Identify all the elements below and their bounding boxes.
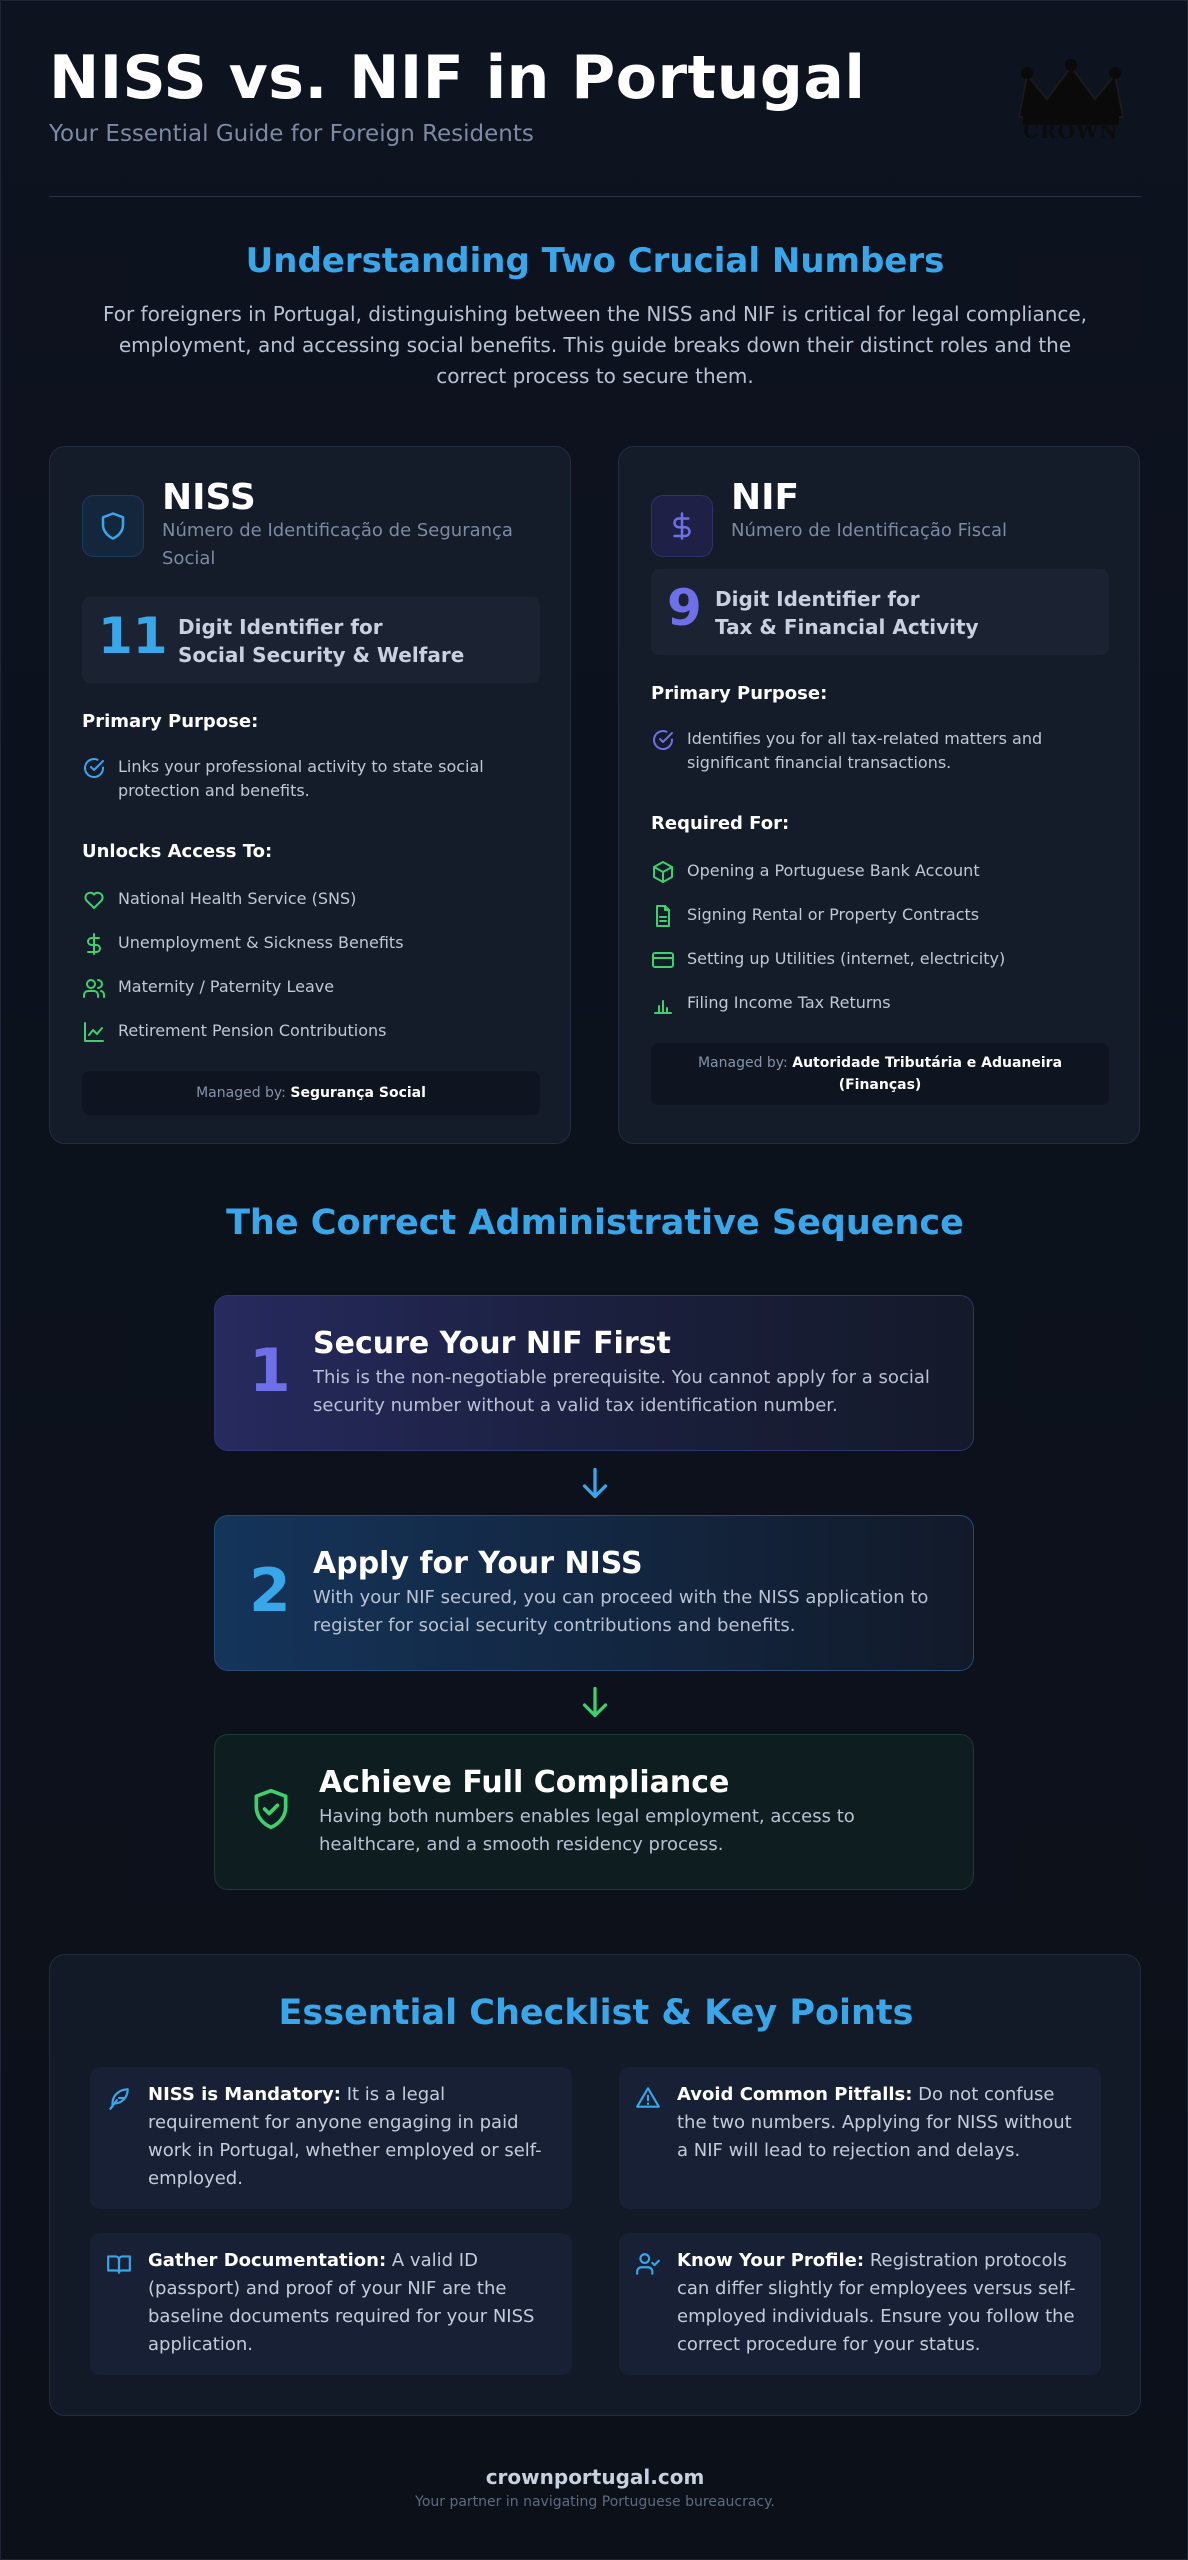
niss-item	[82, 887, 532, 912]
nif-purpose	[651, 727, 1101, 775]
niss-subtitle: Número de Identificação de Segurança Social	[162, 520, 513, 569]
nif-card	[618, 446, 1140, 1144]
niss-purpose-text: Links your professional activity to state social protection and benefits.	[118, 757, 484, 800]
nif-digit-label	[715, 585, 979, 641]
page-subtitle: Your Essential Guide for Foreign Residents	[49, 121, 534, 147]
nif-item-text: Filing Income Tax Returns	[687, 993, 891, 1012]
nif-subtitle: Número de Identificação Fiscal	[731, 520, 1007, 541]
nif-item	[651, 859, 1101, 884]
check-circle-icon	[651, 728, 675, 752]
checklist-item-title: Know Your Profile:	[677, 2250, 865, 2271]
nif-item-text: Signing Rental or Property Contracts	[687, 905, 980, 924]
nif-item-text: Opening a Portuguese Bank Account	[687, 861, 980, 880]
box-icon	[651, 860, 675, 884]
nif-managed-by	[651, 1043, 1109, 1105]
step-description: Having both numbers enables legal employment, access to healthcare, and a smooth residency process.	[319, 1806, 855, 1855]
niss-digit-count: 11	[98, 607, 168, 665]
niss-purpose-label: Primary Purpose:	[82, 711, 259, 732]
arrow-down-icon	[577, 1465, 613, 1501]
footer-website-link[interactable]: crownportugal.com	[485, 2465, 705, 2489]
step-description: With your NIF secured, you can proceed with the NISS application to register for social security contributions and benefits.	[313, 1587, 929, 1636]
step-3-card	[214, 1734, 974, 1890]
step-title: Secure Your NIF First	[313, 1326, 671, 1361]
step-description: This is the non-negotiable prerequisite. You cannot apply for a social security number without a valid tax identification number.	[313, 1367, 930, 1416]
step-number: 2	[249, 1556, 291, 1626]
niss-card	[49, 446, 571, 1144]
checklist-item	[619, 2067, 1101, 2209]
niss-purpose	[82, 755, 532, 803]
dollar-icon	[651, 495, 713, 557]
dollar-icon	[82, 932, 106, 956]
nif-title: NIF	[731, 477, 800, 518]
warning-icon	[635, 2085, 661, 2111]
nif-digit-label-line2: Tax & Financial Activity	[715, 615, 979, 639]
step-1-card	[214, 1295, 974, 1451]
check-circle-icon	[82, 756, 106, 780]
checklist-item-body: Do not confuse the two numbers. Applying for NISS without a NIF will lead to rejection and delays.	[677, 2084, 1072, 2161]
niss-item-text: Retirement Pension Contributions	[118, 1021, 387, 1040]
niss-digit-box	[82, 597, 540, 683]
step-number: 1	[249, 1336, 291, 1406]
sequence-heading: The Correct Administrative Sequence	[226, 1203, 964, 1243]
niss-item-text: Maternity / Paternity Leave	[118, 977, 335, 996]
managed-by-entity: Autoridade Tributária e Aduaneira	[792, 1055, 1063, 1071]
header	[49, 43, 1141, 197]
checklist-item-title: Gather Documentation:	[148, 2250, 387, 2271]
heart-icon	[82, 888, 106, 912]
chart-line-icon	[82, 1020, 106, 1044]
nif-item-text: Setting up Utilities (internet, electricity)	[687, 949, 1006, 968]
intro-heading: Understanding Two Crucial Numbers	[245, 241, 945, 281]
nif-item	[651, 903, 1101, 928]
niss-digit-label-line1: Digit Identifier for	[178, 615, 383, 639]
checklist-item-text	[677, 2081, 1087, 2165]
niss-managed-by	[82, 1071, 540, 1115]
checklist-heading: Essential Checklist & Key Points	[278, 1993, 914, 2033]
checklist-item-text	[677, 2247, 1087, 2359]
nif-digit-label-line1: Digit Identifier for	[715, 587, 920, 611]
credit-card-icon	[651, 948, 675, 972]
checklist-item	[619, 2233, 1101, 2375]
niss-item-text: Unemployment & Sickness Benefits	[118, 933, 404, 952]
nif-digit-count: 9	[667, 579, 702, 637]
footer-tagline: Your partner in navigating Portuguese bureaucracy.	[415, 2494, 775, 2510]
checklist-item-body: It is a legal requirement for anyone engaging in paid work in Portugal, whether employed or self-employed.	[148, 2084, 542, 2189]
nif-purpose-label: Primary Purpose:	[651, 683, 828, 704]
book-icon	[106, 2251, 132, 2277]
checklist-item-text	[148, 2081, 558, 2193]
intro-text: For foreigners in Portugal, distinguishing between the NISS and NIF is critical for legal compliance, employment, and accessing social benefits. This guide breaks down their distinct roles and the correct process to secure them.	[102, 302, 1088, 388]
niss-unlocks-label: Unlocks Access To:	[82, 841, 273, 862]
managed-by-entity-short: (Finanças)	[838, 1077, 922, 1093]
crown-logo-icon	[1009, 55, 1133, 145]
page-title: NISS vs. NIF in Portugal	[49, 43, 866, 113]
managed-by-entity: Segurança Social	[290, 1085, 426, 1101]
niss-item	[82, 1019, 532, 1044]
user-check-icon	[635, 2251, 661, 2277]
checklist-item-body: A valid ID (passport) and proof of your NIF are the baseline documents required for your NISS application.	[148, 2250, 535, 2355]
step-title: Apply for Your NISS	[313, 1546, 643, 1581]
step-title: Achieve Full Compliance	[319, 1765, 730, 1800]
nif-digit-box	[651, 569, 1109, 655]
arrow-down-icon	[577, 1684, 613, 1720]
niss-digit-label	[178, 613, 464, 669]
nif-item	[651, 947, 1101, 972]
checklist-item-title: Avoid Common Pitfalls:	[677, 2084, 913, 2105]
checklist-item-title: NISS is Mandatory:	[148, 2084, 341, 2105]
nif-required-label: Required For:	[651, 813, 790, 834]
managed-prefix: Managed by:	[697, 1055, 788, 1071]
niss-item-text: National Health Service (SNS)	[118, 889, 357, 908]
nif-item	[651, 991, 1101, 1016]
bar-chart-icon	[651, 992, 675, 1016]
document-icon	[651, 904, 675, 928]
niss-digit-label-line2: Social Security & Welfare	[178, 643, 465, 667]
checklist-section	[49, 1954, 1141, 2416]
checklist-item	[90, 2067, 572, 2209]
users-icon	[82, 976, 106, 1000]
managed-prefix: Managed by:	[196, 1085, 286, 1101]
checklist-item-body: Registration protocols can differ slightly for employees versus self-employed individuals. Ensure you follow the correct procedure for your status.	[677, 2250, 1076, 2355]
checklist-item-text	[148, 2247, 558, 2359]
shield-check-icon	[249, 1787, 293, 1831]
feather-icon	[106, 2085, 132, 2111]
shield-icon	[82, 495, 144, 557]
step-2-card	[214, 1515, 974, 1671]
niss-title: NISS	[162, 477, 256, 518]
nif-purpose-text: Identifies you for all tax-related matters and significant financial transactions.	[687, 729, 1043, 772]
niss-item	[82, 931, 532, 956]
logo-text: CROWN	[1023, 119, 1119, 143]
niss-item	[82, 975, 532, 1000]
checklist-item	[90, 2233, 572, 2375]
